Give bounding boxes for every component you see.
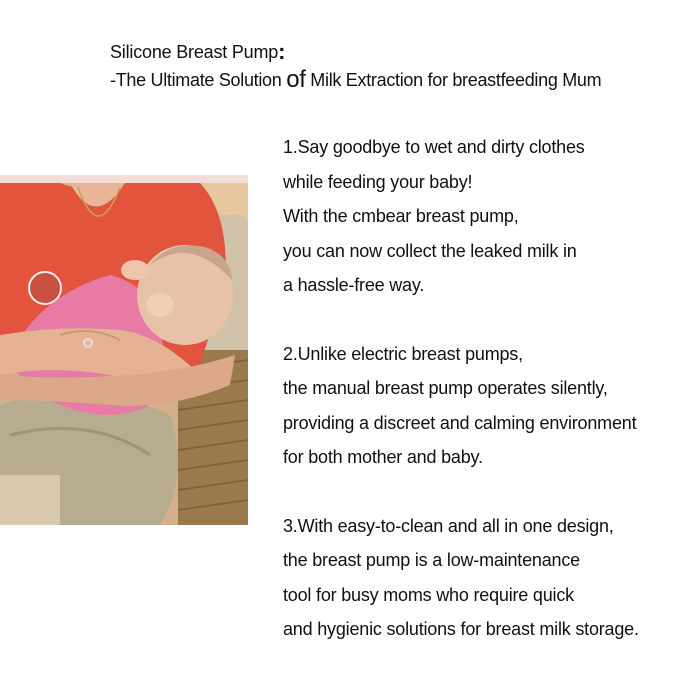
product-subtitle	[110, 66, 690, 94]
title-colon: :	[278, 39, 286, 64]
feature-point-3	[283, 509, 693, 647]
feature-line: the manual breast pump operates silently,	[283, 378, 608, 398]
product-heading	[110, 38, 690, 94]
breastfeeding-mother-photo-icon	[0, 175, 248, 525]
feature-line: while feeding your baby!	[283, 171, 473, 192]
feature-line: and hygienic solutions for breast milk storage.	[283, 619, 639, 639]
feature-points	[283, 130, 693, 647]
subtitle-of: of	[286, 66, 306, 93]
feature-line: tool for busy moms who require quick	[283, 584, 574, 605]
feature-line: the breast pump is a low-maintenance	[283, 550, 580, 570]
feature-point-1	[283, 130, 693, 303]
feature-line: 1.Say goodbye to wet and dirty clothes	[283, 137, 585, 157]
feature-line: providing a discreet and calming environment	[283, 412, 637, 433]
feature-line: 2.Unlike electric breast pumps,	[283, 343, 523, 364]
breastfeeding-photo	[0, 175, 248, 525]
feature-point-2	[283, 337, 693, 475]
subtitle-prefix: -The Ultimate Solution	[110, 70, 287, 90]
feature-line: for both mother and baby.	[283, 447, 483, 467]
feature-line: With the cmbear breast pump,	[283, 206, 519, 226]
subtitle-suffix: Milk Extraction for breastfeeding Mum	[305, 70, 602, 90]
product-title: Silicone Breast Pump	[110, 42, 279, 62]
feature-line: a hassle-free way.	[283, 275, 425, 295]
feature-line: 3.With easy-to-clean and all in one design,	[283, 515, 614, 536]
feature-line: you can now collect the leaked milk in	[283, 240, 577, 261]
product-title-line	[110, 38, 690, 66]
